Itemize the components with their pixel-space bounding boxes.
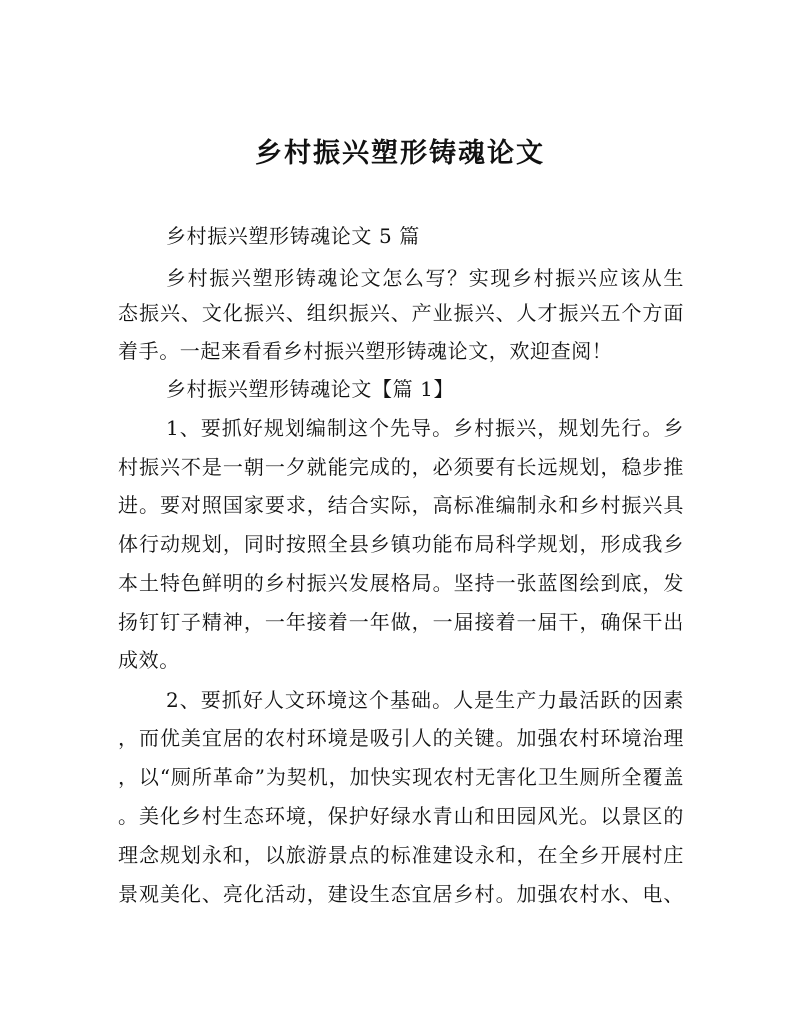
paragraph-line: 1、要抓好规划编制这个先导。乡村振兴，规划先行。乡: [166, 416, 684, 440]
paragraph-line: 村振兴不是一朝一夕就能完成的，必须要有长远规划，稳步推: [118, 455, 684, 479]
paragraph-line: 乡村振兴塑形铸魂论文怎么写？实现乡村振兴应该从生: [166, 266, 684, 290]
paragraph-line: 景观美化、亮化活动，建设生态宜居乡村。加强农村水、电、: [118, 882, 684, 906]
paragraph-line: 。美化乡村生态环境，保护好绿水青山和田园风光。以景区的: [118, 804, 684, 828]
subtitle-line: 乡村振兴塑形铸魂论文 5 篇: [166, 224, 420, 248]
paragraph-line: ，而优美宜居的农村环境是吸引人的关键。加强农村环境治理: [118, 726, 684, 750]
section-heading: 乡村振兴塑形铸魂论文【篇 1】: [166, 377, 455, 401]
paragraph-line: 着手。一起来看看乡村振兴塑形铸魂论文，欢迎查阅！: [118, 339, 613, 363]
paragraph-line: 本土特色鲜明的乡村振兴发展格局。坚持一张蓝图绘到底，发: [118, 571, 684, 595]
paragraph-line: 成效。: [118, 648, 180, 672]
paragraph-line: 2、要抓好人文环境这个基础。人是生产力最活跃的因素: [166, 688, 684, 712]
paragraph-line: 体行动规划，同时按照全县乡镇功能布局科学规划，形成我乡: [118, 532, 684, 556]
paragraph-line: 理念规划永和，以旅游景点的标准建设永和，在全乡开展村庄: [118, 843, 684, 867]
document-title: 乡村振兴塑形铸魂论文: [255, 138, 545, 169]
paragraph-line: 进。要对照国家要求，结合实际，高标准编制永和乡村振兴具: [118, 493, 684, 517]
paragraph-line: 态振兴、文化振兴、组织振兴、产业振兴、人才振兴五个方面: [118, 301, 684, 325]
paragraph-line: ，以“厕所革命”为契机，加快实现农村无害化卫生厕所全覆盖: [118, 765, 684, 789]
paragraph-line: 扬钉钉子精神，一年接着一年做，一届接着一届干，确保干出: [118, 610, 684, 634]
